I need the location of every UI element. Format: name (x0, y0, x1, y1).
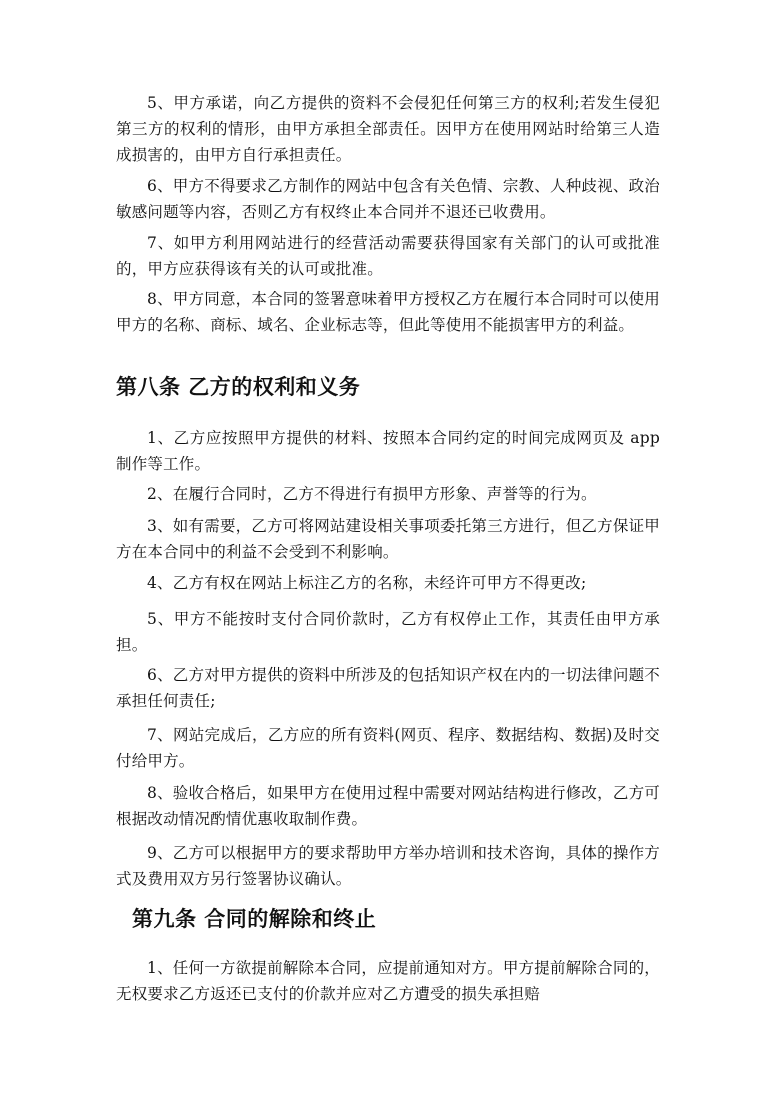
clause-7-8: 8、甲方同意，本合同的签署意味着甲方授权乙方在履行本合同时可以使用甲方的名称、商标、域名、企业标志等，但此等使用不能损害甲方的利益。 (116, 290, 660, 334)
clause-7-7: 7、如甲方利用网站进行的经营活动需要获得国家有关部门的认可或批准的，甲方应获得该有关的认可或批准。 (116, 234, 660, 278)
clause-7-6: 6、甲方不得要求乙方制作的网站中包含有关色情、宗教、人种歧视、政治敏感问题等内容，否则乙方有权终止本合同并不退还已收费用。 (116, 177, 660, 221)
clause-8-4: 4、乙方有权在网站上标注乙方的名称，未经许可甲方不得更改; (147, 574, 587, 592)
section-9-heading: 第九条 合同的解除和终止 (132, 907, 377, 931)
clause-8-3: 3、如有需要，乙方可将网站建设相关事项委托第三方进行，但乙方保证甲方在本合同中的利益不会受到不利影响。 (116, 517, 660, 561)
clause-8-5: 5、甲方不能按时支付合同价款时，乙方有权停止工作，其责任由甲方承担。 (116, 610, 660, 654)
clause-9-1: 1、任何一方欲提前解除本合同，应提前通知对方。甲方提前解除合同的，无权要求乙方返还已支付的价款并应对乙方遭受的损失承担赔 (116, 959, 660, 1003)
clause-8-2: 2、在履行合同时，乙方不得进行有损甲方形象、声誉等的行为。 (147, 485, 597, 503)
clause-7-5: 5、甲方承诺，向乙方提供的资料不会侵犯任何第三方的权利;若发生侵犯第三方的权利的情形，由甲方承担全部责任。因甲方在使用网站时给第三人造成损害的，由甲方自行承担责任。 (116, 94, 660, 164)
section-8-heading: 第八条 乙方的权利和义务 (116, 375, 361, 399)
clause-8-8: 8、验收合格后，如果甲方在使用过程中需要对网站结构进行修改，乙方可根据改动情况酌情优惠收取制作费。 (116, 784, 660, 828)
clause-8-1: 1、乙方应按照甲方提供的材料、按照本合同约定的时间完成网页及 app 制作等工作。 (116, 429, 660, 473)
clause-8-7: 7、网站完成后，乙方应的所有资料(网页、程序、数据结构、数据)及时交付给甲方。 (116, 726, 660, 770)
clause-8-6: 6、乙方对甲方提供的资料中所涉及的包括知识产权在内的一切法律问题不承担任何责任; (116, 666, 660, 710)
clause-8-9: 9、乙方可以根据甲方的要求帮助甲方举办培训和技术咨询，具体的操作方式及费用双方另行签署协议确认。 (116, 844, 660, 888)
